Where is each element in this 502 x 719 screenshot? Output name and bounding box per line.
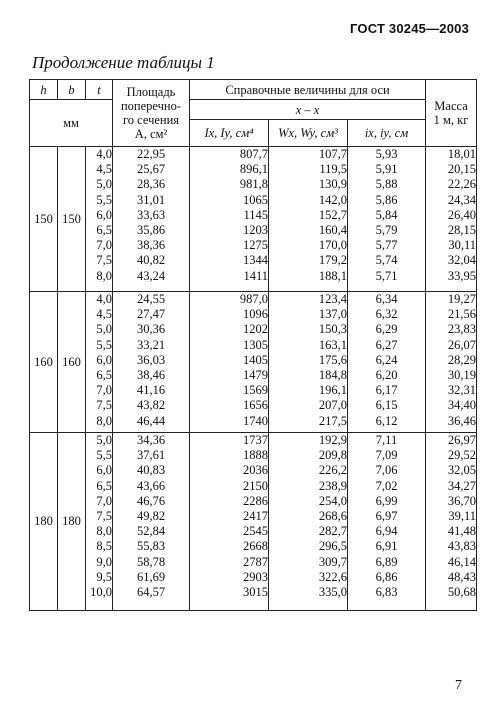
cell-t-value: 9,5 xyxy=(96,569,112,584)
cell-modulus-value: 309,7 xyxy=(318,554,347,569)
cell-mass-value: 19,27 xyxy=(447,292,477,306)
cell-area-value: 46,76 xyxy=(136,493,166,508)
cell-mass-value: 28,15 xyxy=(447,222,477,237)
ref-values-header: Справочные величины для оси xyxy=(190,80,426,100)
cell-radius-value: 6,94 xyxy=(375,524,398,539)
cell-mass-value: 36,46 xyxy=(447,413,477,428)
cell-inertia-value: 2668 xyxy=(243,539,268,554)
cell-area-value: 49,82 xyxy=(136,508,166,523)
cell-mass-value: 24,34 xyxy=(447,192,477,207)
cell-mass xyxy=(426,147,477,292)
cell-inertia-value: 2036 xyxy=(243,463,268,478)
cell-mass-value: 33,95 xyxy=(447,268,477,283)
cell-radius-value: 6,24 xyxy=(375,352,398,367)
cell-t-value: 5,0 xyxy=(96,322,112,337)
cell-radius-value: 5,91 xyxy=(375,162,398,177)
cell-inertia-value: 2545 xyxy=(243,524,268,539)
page-number: 7 xyxy=(455,678,462,693)
col-i-moment-header: Ix, Iy, см⁴ xyxy=(190,120,269,147)
cell-modulus-value: 296,5 xyxy=(318,539,347,554)
cell-inertia-value: 2903 xyxy=(243,569,268,584)
cell-area-value: 34,36 xyxy=(136,433,166,447)
cell-modulus-value: 196,1 xyxy=(318,383,347,398)
cell-mass-value: 39,11 xyxy=(448,508,477,523)
cell-modulus xyxy=(269,433,348,611)
cell-t-value: 5,5 xyxy=(96,448,112,463)
col-radius-header: ix, iy, см xyxy=(348,120,426,147)
cell-t-value: 4,0 xyxy=(96,292,112,306)
cell-t-value: 4,0 xyxy=(96,147,112,161)
cell-t-value: 8,0 xyxy=(96,524,112,539)
cell-radius xyxy=(348,292,426,433)
cell-mass-value: 48,43 xyxy=(447,569,477,584)
cell-inertia-value: 896,1 xyxy=(239,162,268,177)
axis-header: x – x xyxy=(190,100,426,120)
cell-inertia-value: 1405 xyxy=(243,352,268,367)
cell-modulus-value: 209,8 xyxy=(318,448,347,463)
cell-radius-value: 6,99 xyxy=(375,493,398,508)
cell-radius-value: 5,79 xyxy=(375,222,398,237)
cell-mass-value: 26,07 xyxy=(447,337,477,352)
cell-t-value: 8,5 xyxy=(96,539,112,554)
cell-mass-value: 22,26 xyxy=(447,177,477,192)
cell-inertia-value: 1569 xyxy=(243,383,268,398)
cell-area-value: 46,44 xyxy=(136,413,166,428)
cell-area-value: 27,47 xyxy=(136,307,166,322)
cell-mass-value: 21,56 xyxy=(447,307,477,322)
cell-radius-value: 5,74 xyxy=(375,253,398,268)
cell-t-value: 4,5 xyxy=(96,162,112,177)
cell-modulus-value: 137,0 xyxy=(318,307,347,322)
cell-radius-value: 5,86 xyxy=(375,192,398,207)
cell-radius-value: 6,83 xyxy=(375,584,398,599)
col-area-header: Площадь поперечно- го сечения A, см² xyxy=(113,80,190,147)
cell-t-value: 7,0 xyxy=(96,493,112,508)
cell-mass-value: 46,14 xyxy=(447,554,477,569)
cell-inertia-value: 1145 xyxy=(243,207,268,222)
cell-radius-value: 5,93 xyxy=(375,147,398,161)
cell-inertia-value: 1411 xyxy=(243,268,268,283)
cell-area-value: 37,61 xyxy=(136,448,166,463)
document-code: ГОСТ 30245—2003 xyxy=(350,21,469,36)
cell-modulus-value: 282,7 xyxy=(318,524,347,539)
cell-inertia-value: 2286 xyxy=(243,493,268,508)
cell-inertia xyxy=(190,433,269,611)
cell-mass-value: 30,19 xyxy=(447,367,477,382)
cell-t-value: 5,5 xyxy=(96,192,112,207)
cell-radius-value: 6,27 xyxy=(375,337,398,352)
cell-area-value: 33,21 xyxy=(136,337,166,352)
cell-inertia-value: 1305 xyxy=(243,337,268,352)
cell-t-value: 4,5 xyxy=(96,307,112,322)
cell-area-value: 38,46 xyxy=(136,367,166,382)
cell-area-value: 40,83 xyxy=(136,463,166,478)
col-w-header: Wx, Wy, см³ xyxy=(269,120,348,147)
cell-t-value: 6,5 xyxy=(96,478,112,493)
cell-inertia-value: 981,8 xyxy=(239,177,268,192)
cell-t-value: 6,0 xyxy=(96,463,112,478)
cell-t-value: 7,5 xyxy=(96,508,112,523)
cell-h: 180 xyxy=(30,433,58,611)
cell-area-value: 58,78 xyxy=(136,554,166,569)
cell-modulus xyxy=(269,292,348,433)
cell-area-value: 22,95 xyxy=(136,147,166,161)
cell-radius-value: 7,09 xyxy=(375,448,398,463)
cell-radius xyxy=(348,147,426,292)
cell-modulus-value: 254,0 xyxy=(318,493,347,508)
cell-area-value: 43,24 xyxy=(136,268,166,283)
cell-radius-value: 6,34 xyxy=(375,292,398,306)
cell-modulus-value: 268,6 xyxy=(318,508,347,523)
cell-h: 150 xyxy=(30,147,58,292)
cell-modulus-value: 226,2 xyxy=(318,463,347,478)
cell-area-value: 24,55 xyxy=(136,292,166,306)
cell-area-value: 41,16 xyxy=(136,383,166,398)
cell-inertia-value: 1737 xyxy=(243,433,268,447)
unit-mm-header: мм xyxy=(30,100,113,147)
cell-inertia-value: 987,0 xyxy=(239,292,268,306)
cell-radius-value: 5,77 xyxy=(375,238,398,253)
cell-radius-value: 6,89 xyxy=(375,554,398,569)
cell-modulus-value: 188,1 xyxy=(318,268,347,283)
cell-t-value: 8,0 xyxy=(96,413,112,428)
cell-radius xyxy=(348,433,426,611)
cell-t-value: 5,0 xyxy=(96,433,112,447)
cell-area xyxy=(113,433,190,611)
cell-inertia-value: 1656 xyxy=(243,398,268,413)
cell-inertia-value: 2787 xyxy=(243,554,268,569)
cell-area-value: 33,63 xyxy=(136,207,166,222)
cell-area-value: 52,84 xyxy=(136,524,166,539)
cell-area-value: 55,83 xyxy=(136,539,166,554)
cell-t xyxy=(86,147,113,292)
cell-modulus-value: 238,9 xyxy=(318,478,347,493)
cell-area-value: 25,67 xyxy=(136,162,166,177)
col-mass-header: Масса 1 м, кг xyxy=(426,80,477,147)
cell-area-value: 61,69 xyxy=(136,569,166,584)
cell-inertia-value: 1203 xyxy=(243,222,268,237)
cell-inertia-value: 1065 xyxy=(243,192,268,207)
cell-mass-value: 34,27 xyxy=(447,478,477,493)
cell-area xyxy=(113,292,190,433)
table-caption: Продолжение таблицы 1 xyxy=(32,53,215,72)
cell-area-value: 43,82 xyxy=(136,398,166,413)
cell-modulus xyxy=(269,147,348,292)
cell-radius-value: 5,88 xyxy=(375,177,398,192)
cell-t-value: 6,5 xyxy=(96,367,112,382)
cell-radius-value: 6,12 xyxy=(375,413,398,428)
cell-inertia xyxy=(190,147,269,292)
cell-modulus-value: 175,6 xyxy=(318,352,347,367)
cell-inertia-value: 2150 xyxy=(243,478,268,493)
cell-mass-value: 30,11 xyxy=(448,238,477,253)
cell-area-value: 64,57 xyxy=(136,584,166,599)
cell-inertia-value: 1740 xyxy=(243,413,268,428)
col-h-header: h xyxy=(30,80,58,100)
cell-t-value: 7,0 xyxy=(96,383,112,398)
cell-radius-value: 6,97 xyxy=(375,508,398,523)
cell-mass-value: 28,29 xyxy=(447,352,477,367)
cell-mass-value: 32,04 xyxy=(447,253,477,268)
cell-area xyxy=(113,147,190,292)
cell-modulus-value: 160,4 xyxy=(318,222,347,237)
cell-t xyxy=(86,292,113,433)
cell-area-value: 43,66 xyxy=(136,478,166,493)
cell-modulus-value: 184,8 xyxy=(318,367,347,382)
cell-inertia xyxy=(190,292,269,433)
cell-mass-value: 29,52 xyxy=(447,448,477,463)
cell-modulus-value: 142,0 xyxy=(318,192,347,207)
cell-t-value: 10,0 xyxy=(90,584,112,599)
cell-b: 150 xyxy=(58,147,86,292)
cell-area-value: 35,86 xyxy=(136,222,166,237)
cell-modulus-value: 123,4 xyxy=(318,292,347,306)
cell-t-value: 5,5 xyxy=(96,337,112,352)
cell-modulus-value: 322,6 xyxy=(318,569,347,584)
cell-area-value: 38,36 xyxy=(136,238,166,253)
cell-modulus-value: 152,7 xyxy=(318,207,347,222)
cell-inertia-value: 1275 xyxy=(243,238,268,253)
cell-modulus-value: 170,0 xyxy=(318,238,347,253)
cell-radius-value: 6,17 xyxy=(375,383,398,398)
cell-mass-value: 23,83 xyxy=(447,322,477,337)
cell-inertia-value: 1202 xyxy=(243,322,268,337)
cell-modulus-value: 179,2 xyxy=(318,253,347,268)
cell-b: 160 xyxy=(58,292,86,433)
cell-mass-value: 41,48 xyxy=(447,524,477,539)
cell-modulus-value: 335,0 xyxy=(318,584,347,599)
cell-area-value: 36,03 xyxy=(136,352,166,367)
cell-mass-value: 32,31 xyxy=(447,383,477,398)
table-row xyxy=(30,433,477,611)
cell-mass-value: 26,40 xyxy=(447,207,477,222)
cell-area-value: 31,01 xyxy=(136,192,166,207)
cell-radius-value: 5,71 xyxy=(375,268,398,283)
cell-inertia-value: 1479 xyxy=(243,367,268,382)
table-row xyxy=(30,292,477,433)
cell-radius-value: 6,91 xyxy=(375,539,398,554)
cell-inertia-value: 1888 xyxy=(243,448,268,463)
cell-radius-value: 6,15 xyxy=(375,398,398,413)
cell-radius-value: 5,84 xyxy=(375,207,398,222)
cell-h: 160 xyxy=(30,292,58,433)
cell-mass-value: 36,70 xyxy=(447,493,477,508)
table-row xyxy=(30,147,477,292)
cell-mass-value: 20,15 xyxy=(447,162,477,177)
cell-mass-value: 34,40 xyxy=(447,398,477,413)
cell-modulus-value: 217,5 xyxy=(318,413,347,428)
cell-mass xyxy=(426,433,477,611)
cell-radius-value: 6,20 xyxy=(375,367,398,382)
cell-b: 180 xyxy=(58,433,86,611)
cell-mass-value: 32,05 xyxy=(447,463,477,478)
cell-t xyxy=(86,433,113,611)
cell-modulus-value: 107,7 xyxy=(318,147,347,161)
col-b-header: b xyxy=(58,80,86,100)
cell-inertia-value: 1344 xyxy=(243,253,268,268)
cell-t-value: 5,0 xyxy=(96,177,112,192)
cell-modulus-value: 192,9 xyxy=(318,433,347,447)
cell-t-value: 6,5 xyxy=(96,222,112,237)
cell-radius-value: 6,86 xyxy=(375,569,398,584)
cell-radius-value: 6,32 xyxy=(375,307,398,322)
cell-radius-value: 7,02 xyxy=(375,478,398,493)
cell-inertia-value: 807,7 xyxy=(239,147,268,161)
cell-inertia-value: 3015 xyxy=(243,584,268,599)
cell-t-value: 8,0 xyxy=(96,268,112,283)
cell-area-value: 40,82 xyxy=(136,253,166,268)
cell-t-value: 7,0 xyxy=(96,238,112,253)
cell-area-value: 28,36 xyxy=(136,177,166,192)
cell-inertia-value: 1096 xyxy=(243,307,268,322)
cell-mass xyxy=(426,292,477,433)
cell-radius-value: 7,06 xyxy=(375,463,398,478)
cell-modulus-value: 150,3 xyxy=(318,322,347,337)
cell-t-value: 6,0 xyxy=(96,352,112,367)
cell-t-value: 6,0 xyxy=(96,207,112,222)
profile-table xyxy=(29,79,477,611)
cell-mass-value: 43,83 xyxy=(447,539,477,554)
cell-radius-value: 6,29 xyxy=(375,322,398,337)
cell-mass-value: 26,97 xyxy=(447,433,477,447)
cell-modulus-value: 163,1 xyxy=(318,337,347,352)
cell-t-value: 7,5 xyxy=(96,398,112,413)
cell-mass-value: 50,68 xyxy=(447,584,477,599)
cell-t-value: 7,5 xyxy=(96,253,112,268)
cell-modulus-value: 119,5 xyxy=(319,162,347,177)
cell-radius-value: 7,11 xyxy=(375,433,398,447)
col-t-header: t xyxy=(86,80,113,100)
cell-modulus-value: 130,9 xyxy=(318,177,347,192)
cell-modulus-value: 207,0 xyxy=(318,398,347,413)
cell-mass-value: 18,01 xyxy=(447,147,477,161)
cell-inertia-value: 2417 xyxy=(243,508,268,523)
cell-area-value: 30,36 xyxy=(136,322,166,337)
cell-t-value: 9,0 xyxy=(96,554,112,569)
